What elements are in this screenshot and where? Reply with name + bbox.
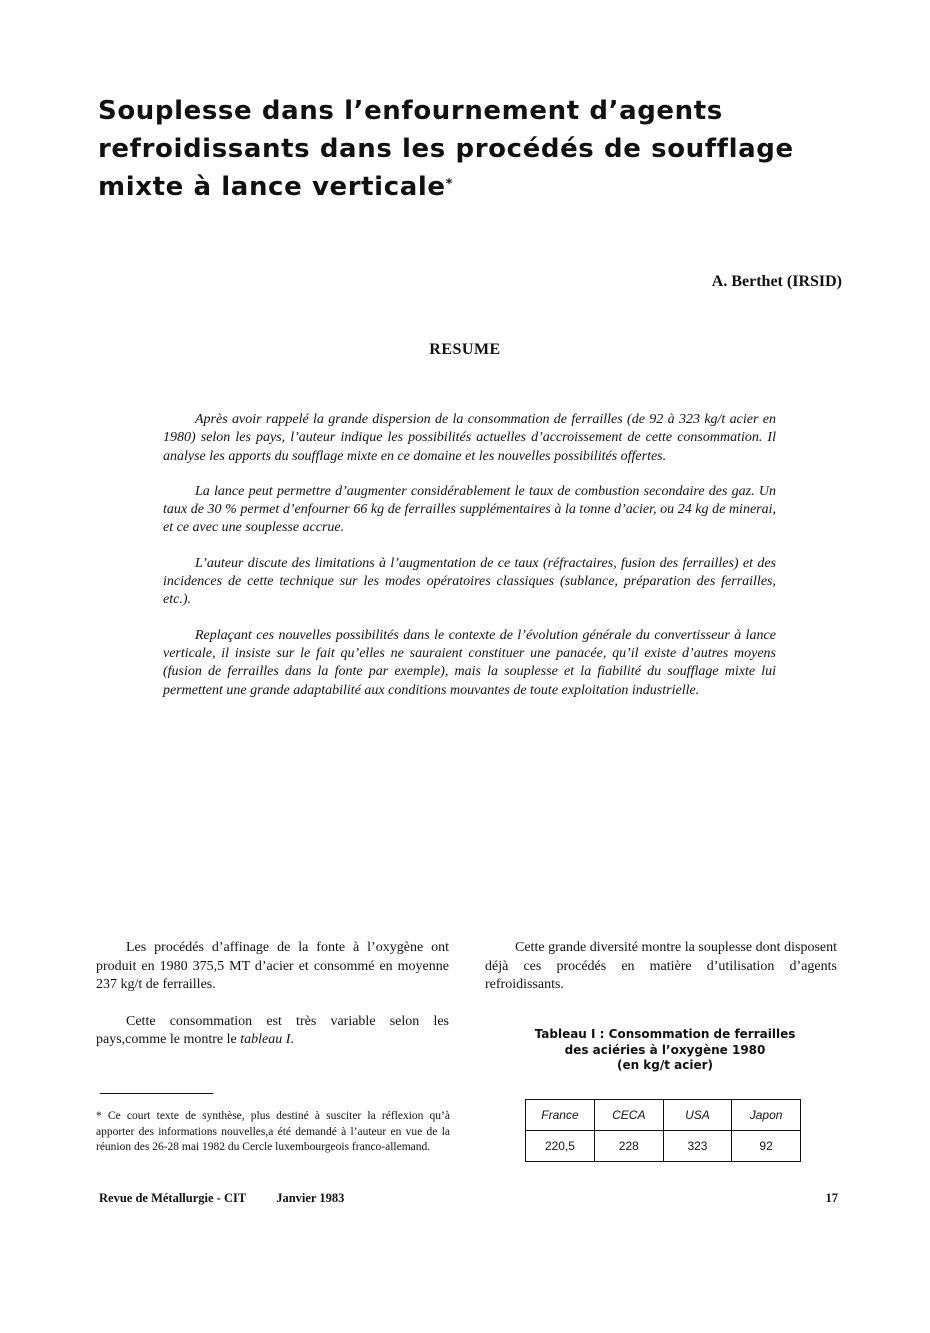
body-left-column bbox=[96, 939, 449, 1068]
footnote: * Ce court texte de synthèse, plus destiné à susciter la réflexion qu’à apporter des informations nouvelles,a été demandé à l’auteur en vue de la réunion des 26-28 mai 1982 du Cercle luxembourgeois franco-allemand. bbox=[96, 1110, 450, 1153]
article-title bbox=[98, 92, 818, 206]
table-cell: 228 bbox=[594, 1131, 663, 1162]
title-line-1: Souplesse dans l’enfournement d’agents bbox=[98, 96, 723, 126]
table-reference: tableau I bbox=[240, 1032, 291, 1047]
table-header-cell: CECA bbox=[594, 1100, 663, 1131]
table-header-cell: USA bbox=[663, 1100, 732, 1131]
abstract-paragraph-3: L’auteur discute des limitations à l’augmentation de ce taux (réfractaires, fusion des ferrailles) et des incidences de cette technique sur les modes opératoires classiques (sublance, préparation des ferrailles, etc.). bbox=[163, 555, 776, 608]
journal-name: Revue de Métallurgie - CIT bbox=[99, 1191, 247, 1205]
table-caption-line-2: des aciéries à l’oxygène 1980 bbox=[564, 1042, 766, 1057]
body-paragraph-1: Les procédés d’affinage de la fonte à l’oxygène ont produit en 1980 375,5 MT d’acier et consommé en moyenne 237 kg/t de ferrailles. bbox=[96, 940, 449, 992]
body-right-column bbox=[485, 939, 837, 995]
body-paragraph-2 bbox=[96, 1013, 449, 1050]
page-number: 17 bbox=[825, 1191, 838, 1205]
scrap-consumption-table bbox=[525, 1099, 801, 1162]
abstract bbox=[163, 411, 776, 717]
title-line-2: refroidissants dans les procédés de soufflage bbox=[98, 134, 794, 164]
footnote-divider bbox=[100, 1093, 213, 1094]
table-cell: 323 bbox=[663, 1131, 732, 1162]
resume-heading: RESUME bbox=[429, 341, 501, 358]
body-paragraph-3: Cette grande diversité montre la souplesse dont disposent déjà ces procédés en matière d’utilisation d’agents refroidissants. bbox=[485, 940, 837, 992]
abstract-paragraph-4: Replaçant ces nouvelles possibilités dans le contexte de l’évolution générale du convertisseur à lance verticale, il insiste sur le fait qu’elles ne sauraient constituer une panacée, qu’il existe d’autres moyens (fusion de ferrailles dans la fonte par exemple), mais la souplesse et la fiabilité du soufflage mixte lui permettent une grande adaptabilité aux conditions mouvantes de toute exploitation industrielle. bbox=[163, 627, 776, 698]
table-cell: 220,5 bbox=[526, 1131, 595, 1162]
table-row bbox=[526, 1131, 801, 1162]
table-caption-line-3: (en kg/t acier) bbox=[616, 1058, 714, 1072]
title-footnote-mark: * bbox=[445, 177, 454, 192]
body-paragraph-2-text: Cette consommation est très variable selon les pays,comme le montre le bbox=[96, 1013, 449, 1047]
table-header-cell: Japon bbox=[732, 1100, 801, 1131]
abstract-paragraph-1: Après avoir rappelé la grande dispersion de la consommation de ferrailles (de 92 à 323 kg/t acier en 1980) selon les pays, l’auteur indique les possibilités actuelles d’accroissement de cette consommation. Il analyse les apports du soufflage mixte en ce domaine et les nouvelles possibilités offertes. bbox=[163, 412, 776, 464]
author-line: A. Berthet (IRSID) bbox=[711, 273, 842, 290]
abstract-paragraph-2: La lance peut permettre d’augmenter considérablement le taux de combustion secondaire des gaz. Un taux de 30 % permet d’enfourner 66 kg de ferrailles supplémentaires à la tonne d’acier, ou 24 kg de minerai, et ce avec une souplesse accrue. bbox=[163, 483, 776, 536]
table-header-cell: France bbox=[526, 1100, 595, 1131]
table-caption bbox=[500, 1027, 830, 1074]
title-line-3: mixte à lance verticale bbox=[98, 172, 446, 202]
body-paragraph-2-end: . bbox=[290, 1032, 294, 1047]
issue-date: Janvier 1983 bbox=[276, 1191, 345, 1205]
page-footer bbox=[99, 1191, 344, 1206]
table-caption-line-1: Tableau I : Consommation de ferrailles bbox=[534, 1027, 796, 1041]
table-header-row bbox=[526, 1100, 801, 1131]
table-cell: 92 bbox=[732, 1131, 801, 1162]
